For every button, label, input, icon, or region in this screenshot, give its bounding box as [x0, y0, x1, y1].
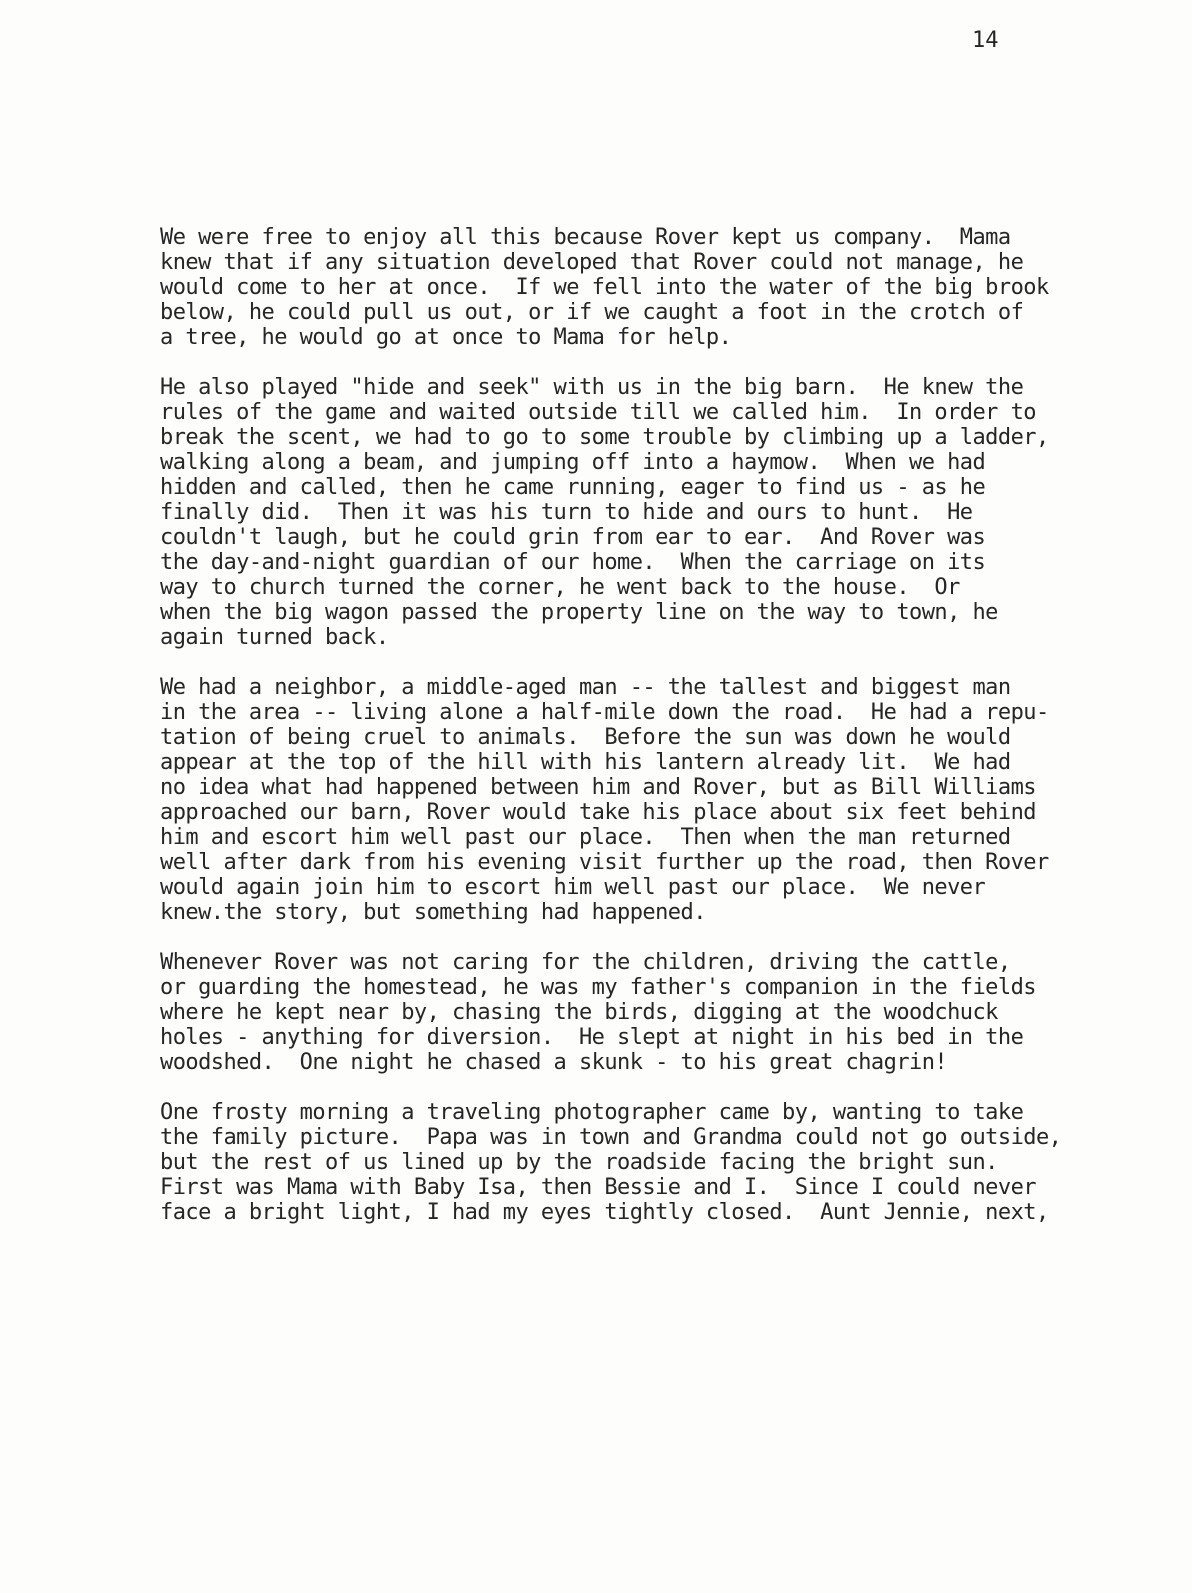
text-line: no idea what had happened between him and Rover, but as Bill Williams [160, 775, 1036, 800]
text-line: couldn't laugh, but he could grin from ear to ear. And Rover was [160, 525, 986, 550]
text-line: or guarding the homestead, he was my father's companion in the fields [160, 975, 1036, 1000]
text-line: again turned back. [160, 625, 389, 650]
text-line: hidden and called, then he came running, eager to find us - as he [160, 475, 986, 500]
paragraph-photographer [160, 1100, 1060, 1225]
text-line: tation of being cruel to animals. Before the sun was down he would [160, 725, 1011, 750]
text-line: rules of the game and waited outside till we called him. In order to [160, 400, 1036, 425]
paragraph-companion [160, 950, 1060, 1075]
text-line: approached our barn, Rover would take his place about six feet behind [160, 800, 1036, 825]
paragraph-neighbor [160, 675, 1060, 925]
text-line: finally did. Then it was his turn to hide and ours to hunt. He [160, 500, 973, 525]
text-line: We had a neighbor, a middle-aged man -- the tallest and biggest man [160, 675, 1011, 700]
text-line: break the scent, we had to go to some trouble by climbing up a ladder, [160, 425, 1049, 450]
text-line: would come to her at once. If we fell into the water of the big brook [160, 275, 1049, 300]
text-line: walking along a beam, and jumping off into a haymow. When we had [160, 450, 986, 475]
text-line: the family picture. Papa was in town and Grandma could not go outside, [160, 1125, 1062, 1150]
text-line: holes - anything for diversion. He slept at night in his bed in the [160, 1025, 1024, 1050]
paragraph-hide-and-seek [160, 375, 1060, 650]
text-line: First was Mama with Baby Isa, then Bessie and I. Since I could never [160, 1175, 1036, 1200]
text-line: would again join him to escort him well past our place. We never [160, 875, 986, 900]
body-text [160, 225, 1060, 1250]
text-line: when the big wagon passed the property line on the way to town, he [160, 600, 998, 625]
text-line: appear at the top of the hill with his lantern already lit. We had [160, 750, 1011, 775]
paragraph-rover-company [160, 225, 1060, 350]
text-line: knew that if any situation developed that Rover could not manage, he [160, 250, 1024, 275]
text-line: in the area -- living alone a half-mile down the road. He had a repu- [160, 700, 1049, 725]
page-number: 14 [972, 28, 999, 53]
text-line: the day-and-night guardian of our home. When the carriage on its [160, 550, 986, 575]
text-line: way to church turned the corner, he went back to the house. Or [160, 575, 960, 600]
text-line: knew.the story, but something had happened. [160, 900, 706, 925]
text-line: We were free to enjoy all this because Rover kept us company. Mama [160, 225, 1011, 250]
text-line: face a bright light, I had my eyes tightly closed. Aunt Jennie, next, [160, 1200, 1049, 1225]
text-line: woodshed. One night he chased a skunk - to his great chagrin! [160, 1050, 948, 1075]
text-line: where he kept near by, chasing the birds, digging at the woodchuck [160, 1000, 998, 1025]
text-line: below, he could pull us out, or if we caught a foot in the crotch of [160, 300, 1024, 325]
text-line: well after dark from his evening visit further up the road, then Rover [160, 850, 1049, 875]
text-line: He also played "hide and seek" with us in the big barn. He knew the [160, 375, 1024, 400]
text-line: One frosty morning a traveling photographer came by, wanting to take [160, 1100, 1024, 1125]
text-line: him and escort him well past our place. Then when the man returned [160, 825, 1011, 850]
text-line: but the rest of us lined up by the roadside facing the bright sun. [160, 1150, 998, 1175]
text-line: Whenever Rover was not caring for the children, driving the cattle, [160, 950, 1011, 975]
text-line: a tree, he would go at once to Mama for help. [160, 325, 732, 350]
